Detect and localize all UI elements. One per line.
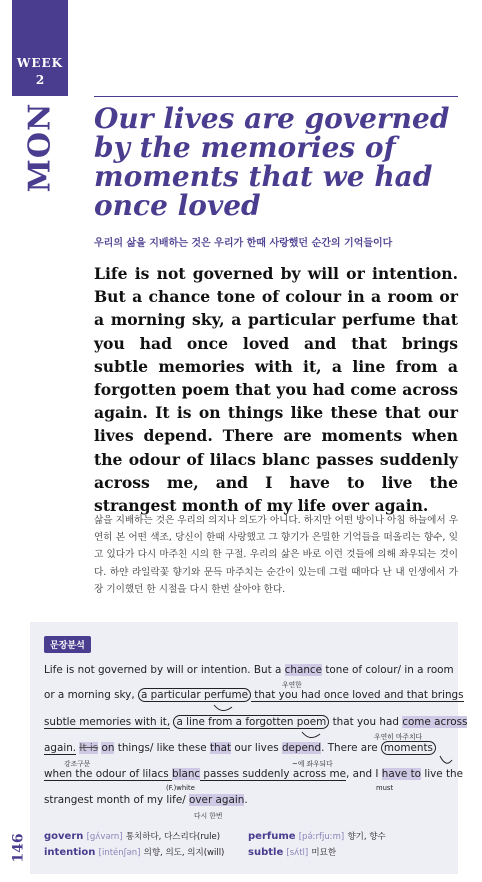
highlight-blanc: blanc xyxy=(171,768,201,780)
highlight-come-across: come across xyxy=(402,716,468,728)
text-segment: , and I xyxy=(345,768,382,780)
underlined-clause: passes suddenly across me xyxy=(200,768,346,780)
week-label: WEEK xyxy=(16,56,64,70)
gloss-have-to: must xyxy=(376,784,394,792)
highlight-that: that xyxy=(209,742,232,754)
week-number: 2 xyxy=(35,73,45,87)
vocab-pronunciation: [inténʃən] xyxy=(98,848,141,858)
analysis-line-3 xyxy=(44,716,467,728)
underlined-word: again. xyxy=(44,742,77,754)
gloss-blanc: (F.)white xyxy=(166,784,195,792)
vocab-word: govern xyxy=(44,831,84,842)
week-badge xyxy=(12,0,68,96)
analysis-line-1 xyxy=(44,664,454,676)
analysis-line-6 xyxy=(44,794,248,806)
underlined-clause: that you had once loved and that brings xyxy=(250,689,464,701)
underlined-clause: subtle memories with it, xyxy=(44,716,171,728)
analysis-line-2 xyxy=(44,689,464,701)
gloss-over-again: 다시 한번 xyxy=(194,812,223,820)
text-segment: tone of colour/ in a room xyxy=(322,664,454,676)
vocab-pronunciation: [pə́ːrfjuːm] xyxy=(298,832,345,842)
text-segment: . xyxy=(244,794,248,806)
highlight-depend: depend xyxy=(281,742,322,754)
text-segment: strangest month of my life/ xyxy=(44,794,190,806)
analysis-line-4 xyxy=(44,742,436,754)
vocab-word: perfume xyxy=(248,831,296,842)
highlight-on: on xyxy=(101,742,115,754)
vocab-meaning: 의향, 의도, 의지(will) xyxy=(143,848,225,858)
vocab-meaning: 통치하다, 다스리다(rule) xyxy=(125,832,221,842)
page-number-text: 146 xyxy=(11,833,28,863)
vocab-pronunciation: [gʌ́vərn] xyxy=(86,832,123,842)
circled-phrase: a line from a forgotten poem xyxy=(173,715,329,729)
page-number xyxy=(12,820,26,876)
vocab-entry xyxy=(248,830,386,842)
analysis-badge: 문장분석 xyxy=(44,636,91,653)
reference-arrow-icon xyxy=(212,703,236,715)
highlight-over-again: over again xyxy=(189,794,245,806)
highlight-it-is: It is xyxy=(79,742,99,754)
gloss-it-is: 강조구문 xyxy=(64,760,91,768)
vocab-entry xyxy=(44,846,224,858)
day-text: MON xyxy=(22,102,58,192)
text-segment: our lives xyxy=(231,742,282,754)
text-segment: things/ like these xyxy=(114,742,210,754)
text-segment: that you had xyxy=(329,716,403,728)
vocab-word: subtle xyxy=(248,847,284,858)
gloss-chance: 우연한 xyxy=(282,681,302,689)
page-title: Our lives are governed by the memories of moments that we had once loved xyxy=(94,102,450,222)
reference-arrow-icon xyxy=(438,754,454,768)
text-segment: . There are xyxy=(321,742,381,754)
highlight-have-to: have to xyxy=(381,768,422,780)
vocab-meaning: 미묘한 xyxy=(311,848,337,858)
text-segment: Life is not governed by will or intention. But a xyxy=(44,664,285,676)
vocab-pronunciation: [sʌ́tl] xyxy=(286,848,309,858)
sentence-analysis-panel xyxy=(30,622,468,874)
reference-arrow-icon xyxy=(300,730,324,742)
title-divider xyxy=(94,96,458,97)
text-segment: or a morning sky, xyxy=(44,689,138,701)
text-segment: live the xyxy=(421,768,464,780)
analysis-line-5 xyxy=(44,768,463,780)
vocab-word: intention xyxy=(44,847,96,858)
underlined-clause: when the odour of lilacs xyxy=(44,768,172,780)
circled-moments: moments xyxy=(381,741,436,755)
vocab-entry xyxy=(248,846,336,858)
vocab-meaning: 향기, 향수 xyxy=(347,832,386,842)
english-passage: Life is not governed by will or intention. But a chance tone of colour in a room or a morning sky, a particular perfume that you had once loved and that brings subtle memories with it, a line from a forgotten poem that you had come across again. It is on things like these that our lives depend. There are moments when the odour of lilacs blanc passes suddenly across me, and I have to live the strangest month of my life over again. xyxy=(94,264,458,516)
page-title-korean: 우리의 삶을 지배하는 것은 우리가 한때 사랑했던 순간의 기억들이다 xyxy=(94,238,393,249)
highlight-chance: chance xyxy=(284,664,323,676)
gloss-come-across: 우연히 마주치다 xyxy=(374,733,423,741)
korean-translation: 삶을 지배하는 것은 우리의 의지나 의도가 아니다. 하지만 어떤 방이나 아침 하늘에서 우연히 본 어떤 색조, 당신이 한때 사랑했고 그 향기가 은밀한 기억들을 떠올리는 향수, 잊고 있다가 다시 마주친 시의 한 구절. 우리의 삶은 바로 이런 것들에 의해 좌우되는 것이다. 하얀 라일락꽃 향기와 문득 마주치는 순간이 있는데 그럴 때마다 난 내 인생에서 가장 기이했던 한 시절을 다시 한번 살아야 한다. xyxy=(94,515,459,595)
circled-phrase: a particular perfume xyxy=(138,688,251,702)
vocab-entry xyxy=(44,830,220,842)
day-label xyxy=(12,104,68,190)
gloss-depend: ~에 좌우되다 xyxy=(292,760,333,768)
